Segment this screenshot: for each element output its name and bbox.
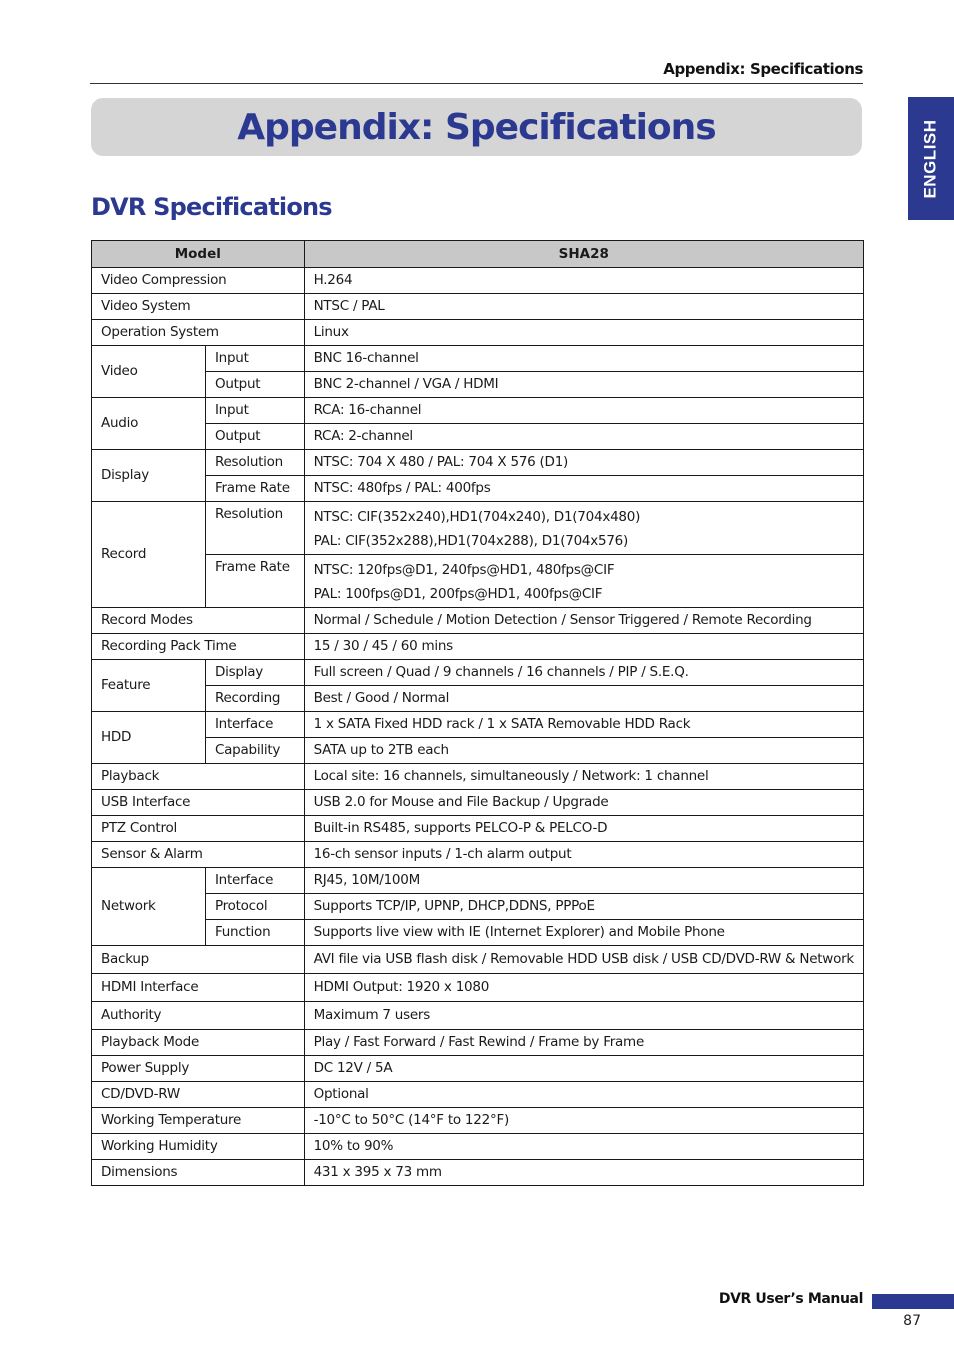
row-value: SATA up to 2TB each: [304, 738, 863, 764]
table-row: [92, 1002, 864, 1030]
sub-label: Function: [205, 920, 304, 946]
table-row: [92, 1160, 864, 1186]
table-row: [92, 346, 864, 372]
language-tab-label: ENGLISH: [921, 118, 940, 199]
table-row: [92, 920, 864, 946]
row-value: Supports live view with IE (Internet Explorer) and Mobile Phone: [304, 920, 863, 946]
row-value: NTSC: 480fps / PAL: 400fps: [304, 476, 863, 502]
row-value: Play / Fast Forward / Fast Rewind / Frame by Frame: [304, 1030, 863, 1056]
row-value: BNC 16-channel: [304, 346, 863, 372]
table-row: [92, 738, 864, 764]
table-row: [92, 868, 864, 894]
row-value: Local site: 16 channels, simultaneously / Network: 1 channel: [304, 764, 863, 790]
row-label: CD/DVD-RW: [92, 1082, 305, 1108]
table-row: [92, 816, 864, 842]
group-label: Audio: [92, 398, 206, 450]
row-label: Video Compression: [92, 268, 305, 294]
page-number: 87: [903, 1313, 921, 1329]
row-value: Best / Good / Normal: [304, 686, 863, 712]
row-value: Full screen / Quad / 9 channels / 16 channels / PIP / S.E.Q.: [304, 660, 863, 686]
table-row: [92, 476, 864, 502]
page-title: Appendix: Specifications: [237, 106, 716, 148]
row-value: 15 / 30 / 45 / 60 mins: [304, 634, 863, 660]
header-divider: [90, 83, 863, 84]
row-value: 10% to 90%: [304, 1134, 863, 1160]
model-header: Model: [92, 241, 305, 268]
model-value-header: SHA28: [304, 241, 863, 268]
title-banner: [91, 98, 862, 156]
row-label: Recording Pack Time: [92, 634, 305, 660]
table-row: [92, 660, 864, 686]
table-row: [92, 320, 864, 346]
group-label: Video: [92, 346, 206, 398]
table-row: [92, 608, 864, 634]
row-label: Working Temperature: [92, 1108, 305, 1134]
row-value: Built-in RS485, supports PELCO-P & PELCO-D: [304, 816, 863, 842]
row-value: [304, 555, 863, 608]
table-row: [92, 1030, 864, 1056]
table-row: [92, 686, 864, 712]
table-row: [92, 1108, 864, 1134]
table-row: [92, 634, 864, 660]
row-value: 16-ch sensor inputs / 1-ch alarm output: [304, 842, 863, 868]
value-line: PAL: 100fps@D1, 200fps@HD1, 400fps@CIF: [313, 586, 603, 602]
row-label: Record Modes: [92, 608, 305, 634]
row-label: Working Humidity: [92, 1134, 305, 1160]
table-row: [92, 372, 864, 398]
row-value: Supports TCP/IP, UPNP, DHCP,DDNS, PPPoE: [304, 894, 863, 920]
sub-label: Output: [205, 372, 304, 398]
sub-label: Input: [205, 346, 304, 372]
table-row: [92, 1082, 864, 1108]
value-line: NTSC: 120fps@D1, 240fps@HD1, 480fps@CIF: [313, 562, 615, 578]
row-value: -10°C to 50°C (14°F to 122°F): [304, 1108, 863, 1134]
row-value: [304, 502, 863, 555]
row-label: Sensor & Alarm: [92, 842, 305, 868]
table-row: [92, 398, 864, 424]
row-label: Video System: [92, 294, 305, 320]
table-row: [92, 894, 864, 920]
row-value: Optional: [304, 1082, 863, 1108]
table-row: [92, 294, 864, 320]
table-row: [92, 424, 864, 450]
row-value: BNC 2-channel / VGA / HDMI: [304, 372, 863, 398]
table-row: [92, 712, 864, 738]
row-value: H.264: [304, 268, 863, 294]
table-row: [92, 450, 864, 476]
sub-label: Output: [205, 424, 304, 450]
sub-label: Interface: [205, 712, 304, 738]
group-label: HDD: [92, 712, 206, 764]
table-row: [92, 555, 864, 608]
row-value: NTSC: 704 X 480 / PAL: 704 X 576 (D1): [304, 450, 863, 476]
row-value: USB 2.0 for Mouse and File Backup / Upgrade: [304, 790, 863, 816]
footer-accent-bar: [872, 1294, 954, 1309]
sub-label: Input: [205, 398, 304, 424]
row-value: AVI file via USB flash disk / Removable HDD USB disk / USB CD/DVD-RW & Network: [304, 946, 863, 974]
row-label: Power Supply: [92, 1056, 305, 1082]
row-value: HDMI Output: 1920 x 1080: [304, 974, 863, 1002]
sub-label: Resolution: [205, 502, 304, 555]
group-label: Network: [92, 868, 206, 946]
language-tab: [908, 97, 954, 220]
row-value: RCA: 16-channel: [304, 398, 863, 424]
sub-label: Capability: [205, 738, 304, 764]
spec-table: [91, 240, 864, 1186]
section-title: DVR Specifications: [91, 193, 332, 221]
sub-label: Recording: [205, 686, 304, 712]
row-label: Dimensions: [92, 1160, 305, 1186]
row-label: Playback Mode: [92, 1030, 305, 1056]
sub-label: Frame Rate: [205, 476, 304, 502]
sub-label: Frame Rate: [205, 555, 304, 608]
group-label: Display: [92, 450, 206, 502]
row-value: Normal / Schedule / Motion Detection / Sensor Triggered / Remote Recording: [304, 608, 863, 634]
row-value: 1 x SATA Fixed HDD rack / 1 x SATA Removable HDD Rack: [304, 712, 863, 738]
table-row: [92, 790, 864, 816]
row-label: USB Interface: [92, 790, 305, 816]
table-row: [92, 946, 864, 974]
row-label: HDMI Interface: [92, 974, 305, 1002]
row-label: Playback: [92, 764, 305, 790]
row-value: RCA: 2-channel: [304, 424, 863, 450]
row-value: Maximum 7 users: [304, 1002, 863, 1030]
footer-manual-title: DVR User’s Manual: [718, 1291, 863, 1307]
value-line: PAL: CIF(352x288),HD1(704x288), D1(704x576): [313, 533, 629, 549]
table-row: [92, 268, 864, 294]
row-value: RJ45, 10M/100M: [304, 868, 863, 894]
table-row: [92, 1056, 864, 1082]
row-value: 431 x 395 x 73 mm: [304, 1160, 863, 1186]
running-header: Appendix: Specifications: [663, 60, 863, 78]
sub-label: Resolution: [205, 450, 304, 476]
row-label: Operation System: [92, 320, 305, 346]
group-label: Record: [92, 502, 206, 608]
row-label: PTZ Control: [92, 816, 305, 842]
row-value: Linux: [304, 320, 863, 346]
row-value: NTSC / PAL: [304, 294, 863, 320]
sub-label: Display: [205, 660, 304, 686]
group-label: Feature: [92, 660, 206, 712]
sub-label: Protocol: [205, 894, 304, 920]
table-row: [92, 974, 864, 1002]
row-label: Backup: [92, 946, 305, 974]
table-row: [92, 764, 864, 790]
value-line: NTSC: CIF(352x240),HD1(704x240), D1(704x480): [313, 509, 641, 525]
table-header-row: [92, 241, 864, 268]
row-label: Authority: [92, 1002, 305, 1030]
row-value: DC 12V / 5A: [304, 1056, 863, 1082]
table-row: [92, 1134, 864, 1160]
table-row: [92, 842, 864, 868]
table-row: [92, 502, 864, 555]
sub-label: Interface: [205, 868, 304, 894]
